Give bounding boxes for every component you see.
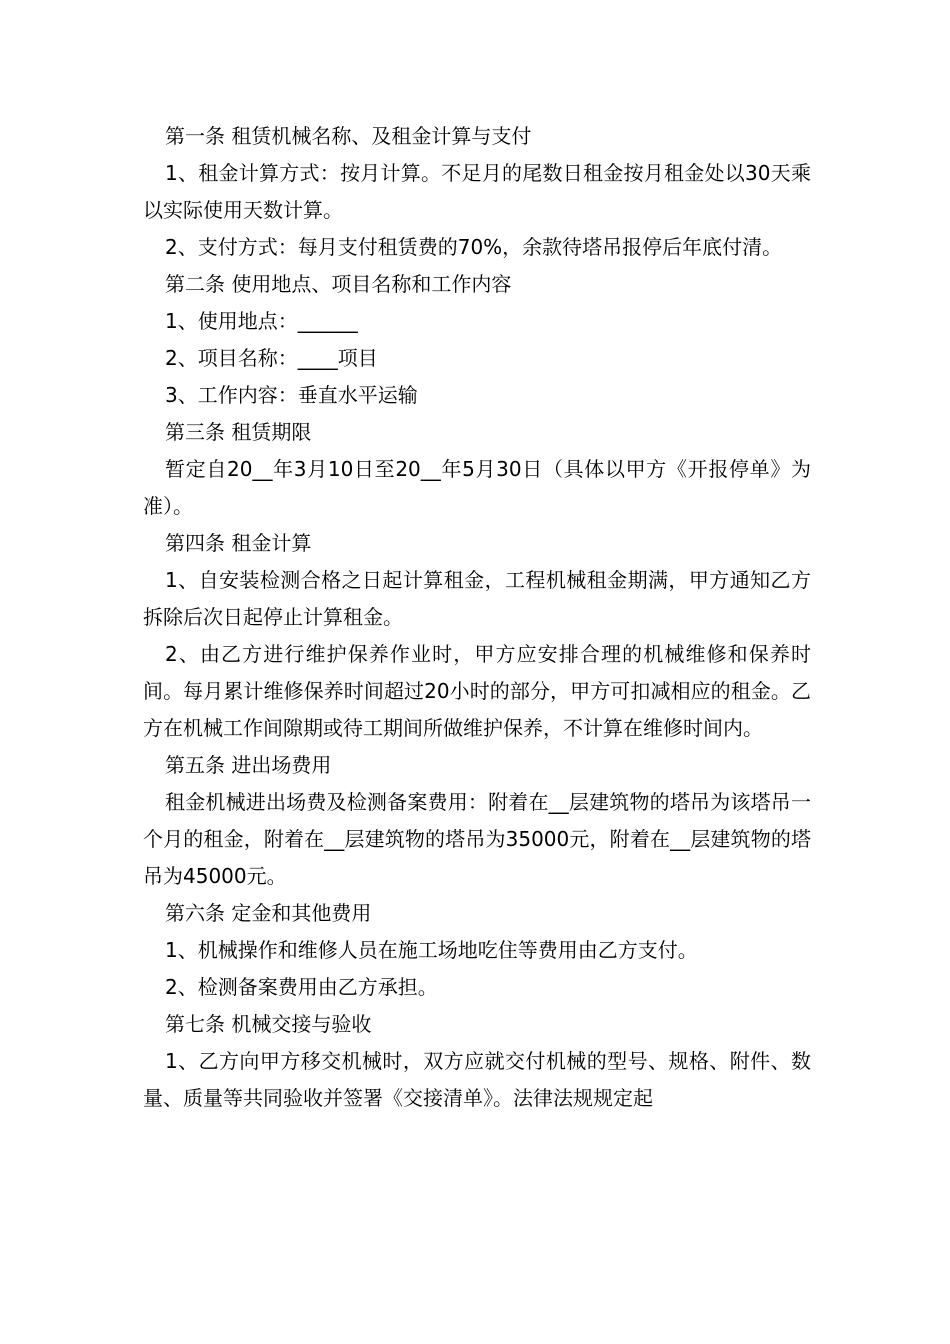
paragraph-entry-exit-fees: 租金机械进出场费及检测备案费用：附着在__层建筑物的塔吊为该塔吊一个月的租金，附着在__层建筑物的塔吊为35000元，附着在__层建筑物的塔吊为45000元。 [143,790,811,888]
paragraph-work-content: 3、工作内容：垂直水平运输 [165,383,418,407]
heading-article-2: 第二条 使用地点、项目名称和工作内容 [165,272,512,296]
paragraph-location: 1、使用地点：______ [165,309,358,333]
paragraph-rent-calculation-method: 1、租金计算方式：按月计算。不足月的尾数日租金按月租金处以30天乘以实际使用天数计算。 [143,161,811,222]
document-body [143,118,811,1117]
heading-article-6: 第六条 定金和其他费用 [165,901,372,925]
heading-article-3: 第三条 租赁期限 [165,420,312,444]
paragraph-project-name: 2、项目名称：____项目 [165,346,378,370]
heading-article-4: 第四条 租金计算 [165,531,312,555]
heading-article-5: 第五条 进出场费用 [165,753,332,777]
paragraph-lease-term: 暂定自20__年3月10日至20__年5月30日（具体以甲方《开报停单》为准）。 [143,457,811,518]
paragraph-payment-method: 2、支付方式：每月支付租赁费的70%，余款待塔吊报停后年底付清。 [165,235,783,259]
paragraph-operator-costs: 1、机械操作和维修人员在施工场地吃住等费用由乙方支付。 [165,938,698,962]
heading-article-7: 第七条 机械交接与验收 [165,1012,372,1036]
heading-article-1: 第一条 租赁机械名称、及租金计算与支付 [165,124,532,148]
paragraph-maintenance: 2、由乙方进行维护保养作业时，甲方应安排合理的机械维修和保养时间。每月累计维修保养时间超过20小时的部分，甲方可扣减相应的租金。乙方在机械工作间隙期或待工期间所做维护保养，不计算在维修时间内。 [143,642,811,740]
paragraph-handover: 1、乙方向甲方移交机械时，双方应就交付机械的型号、规格、附件、数量、质量等共同验收并签署《交接清单》。法律法规规定起 [143,1049,811,1110]
paragraph-rent-start: 1、自安装检测合格之日起计算租金，工程机械租金期满，甲方通知乙方拆除后次日起停止计算租金。 [143,568,811,629]
paragraph-inspection-costs: 2、检测备案费用由乙方承担。 [165,975,438,999]
